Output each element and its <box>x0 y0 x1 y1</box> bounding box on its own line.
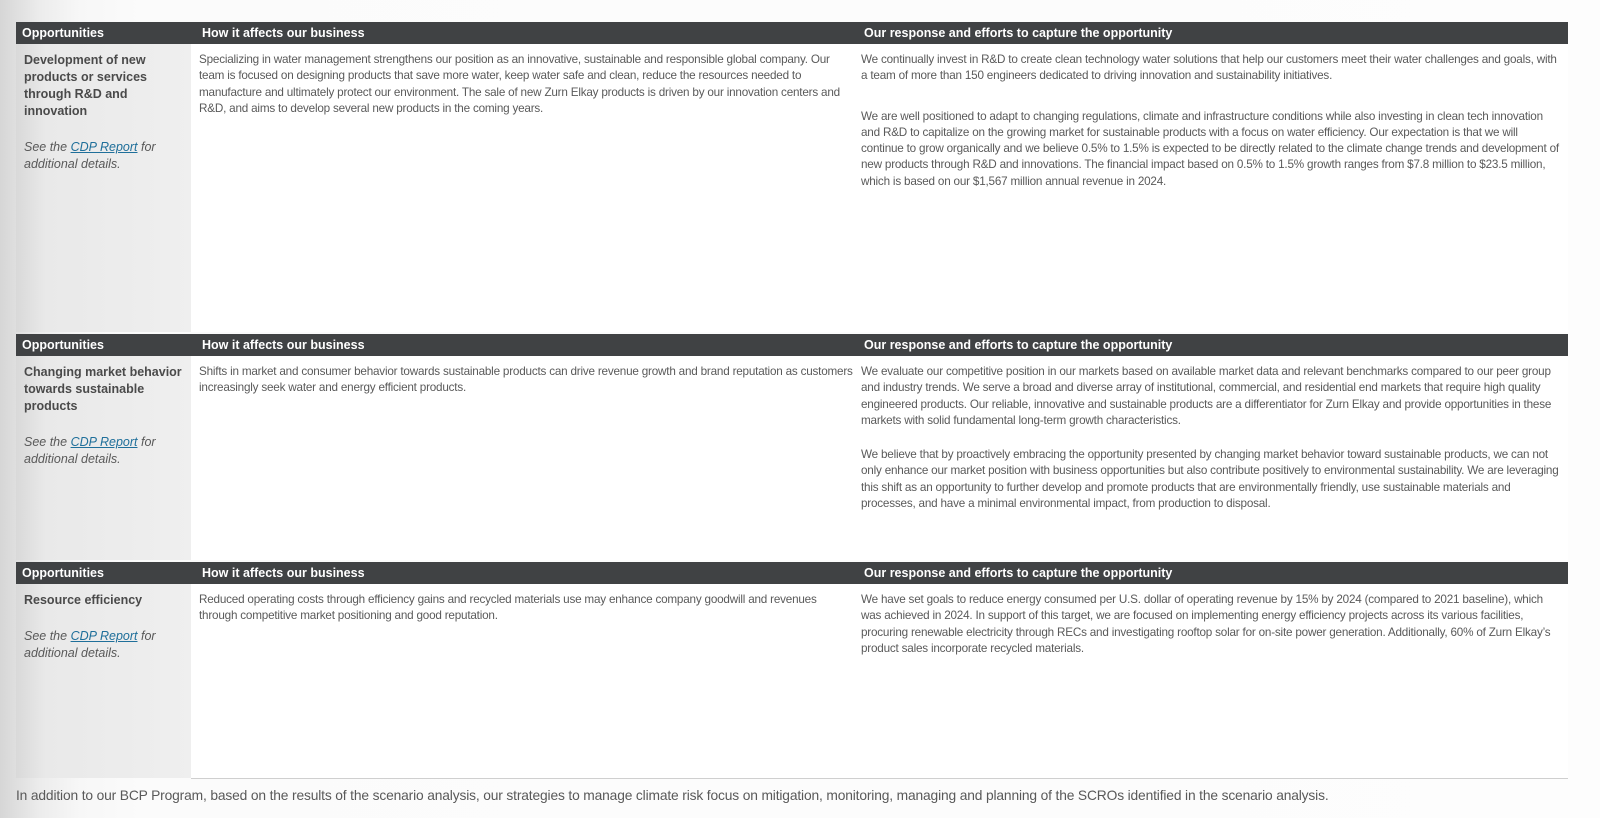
header-response: Our response and efforts to capture the opportunity <box>864 566 1173 580</box>
opportunity-table-3 <box>16 562 1568 778</box>
header-opportunities: Opportunities <box>22 338 104 352</box>
footer-text: In addition to our BCP Program, based on the results of the scenario analysis, our strategies to manage climate risk focus on mitigation, monitoring, managing and planning of the SCROs identified in the scenario analysis. <box>16 788 1329 803</box>
response-cell <box>861 44 1561 190</box>
affects-cell <box>199 584 855 625</box>
response-paragraph: We continually invest in R&D to create clean technology water solutions that help our customers meet their water challenges and goals, with a team of more than 150 engineers dedicated to driving innovation and sustainability initiatives. <box>861 53 1557 83</box>
response-cell <box>861 584 1561 657</box>
table-header <box>16 562 1568 584</box>
opportunity-title: Resource efficiency <box>24 593 143 607</box>
table-header <box>16 334 1568 356</box>
opportunity-title: Development of new products or services through R&D and innovation <box>24 53 147 118</box>
response-paragraph: We evaluate our competitive position in our markets based on available market data and relevant benchmarks compared to our peer group and industry trends. We serve a broad and diverse array of institutional, commercial, and residential end markets that require high quality engineered products. Our reliable, innovative and sustainable products are a differentiator for Zurn Elkay and provide opportunities in these markets with solid fundamental long-term growth characteristics. <box>861 365 1552 427</box>
affects-text: Reduced operating costs through efficiency gains and recycled materials use may enhance company goodwill and revenues through competitive market positioning and good reputation. <box>199 593 817 623</box>
header-opportunities: Opportunities <box>22 566 104 580</box>
response-paragraph: We have set goals to reduce energy consumed per U.S. dollar of operating revenue by 15% by 2024 (compared to 2021 baseline), which was achieved in 2024. In support of this target, we are focused on implementing energy efficiency projects across its various facilities, procuring renewable electricity through RECs and investigating rooftop solar for on-site power generation. Additionally, 60% of Zurn Elkay’s product sales incorporate recycled materials. <box>861 593 1551 655</box>
see-report-note: See the CDP Report for additional details. <box>24 140 156 171</box>
affects-cell <box>199 44 855 117</box>
table-row <box>16 44 1568 332</box>
table-header <box>16 22 1568 44</box>
response-paragraph: We believe that by proactively embracing the opportunity presented by changing market behavior toward sustainable products, we can not only enhance our market position with business opportunities but also contribute positively to environmental sustainability. We are leveraging this shift as an opportunity to further develop and promote products that are environmentally friendly, use sustainable materials and processes, and have a minimal environmental impact, from production to disposal. <box>861 448 1559 511</box>
cdp-report-link[interactable]: CDP Report <box>70 435 138 449</box>
response-paragraph: We are well positioned to adapt to changing regulations, climate and infrastructure conditions while also investing in clean tech innovation and R&D to capitalize on the growing market for sustainable products with a focus on water efficiency. Our expectation is that we will continue to grow organically and we believe 0.5% to 1.5% is expected to be directly related to the climate change trends and development of new products through R&D and innovations. The financial impact based on 0.5% to 1.5% growth ranges from $7.8 million to $23.5 million, which is based on our $1,567 million annual revenue in 2024. <box>861 109 1559 188</box>
page <box>16 0 1568 818</box>
header-affects: How it affects our business <box>202 338 365 352</box>
see-report-note: See the CDP Report for additional details. <box>24 435 156 466</box>
opportunity-cell <box>16 356 191 560</box>
cdp-report-link[interactable]: CDP Report <box>70 629 138 643</box>
see-report-note: See the CDP Report for additional details. <box>24 629 156 660</box>
opportunity-table-1 <box>16 22 1568 332</box>
header-affects: How it affects our business <box>202 26 365 40</box>
response-cell <box>861 356 1561 512</box>
header-response: Our response and efforts to capture the opportunity <box>864 26 1173 40</box>
affects-text: Specializing in water management strengthens our position as an innovative, sustainable and responsible global company. Our team is focused on designing products that save more water, keep water safe and clean, reduce the resources needed to manufacture and ultimately protect our environment. The sale of new Zurn Elkay products is driven by our innovation centers and R&D, and aims to develop several new products in the coming years. <box>199 53 840 115</box>
table-row <box>16 584 1568 778</box>
header-opportunities: Opportunities <box>22 26 104 40</box>
affects-text: Shifts in market and consumer behavior towards sustainable products can drive revenue growth and brand reputation as customers increasingly seek water and energy efficient products. <box>199 365 853 395</box>
opportunity-cell <box>16 44 191 332</box>
table-row <box>16 356 1568 560</box>
opportunity-title: Changing market behavior towards sustainable products <box>24 365 182 413</box>
affects-cell <box>199 356 855 397</box>
cdp-report-link[interactable]: CDP Report <box>70 140 138 154</box>
opportunity-cell <box>16 584 191 778</box>
header-affects: How it affects our business <box>202 566 365 580</box>
header-response: Our response and efforts to capture the opportunity <box>864 338 1173 352</box>
opportunity-table-2 <box>16 334 1568 560</box>
divider <box>191 778 1568 779</box>
